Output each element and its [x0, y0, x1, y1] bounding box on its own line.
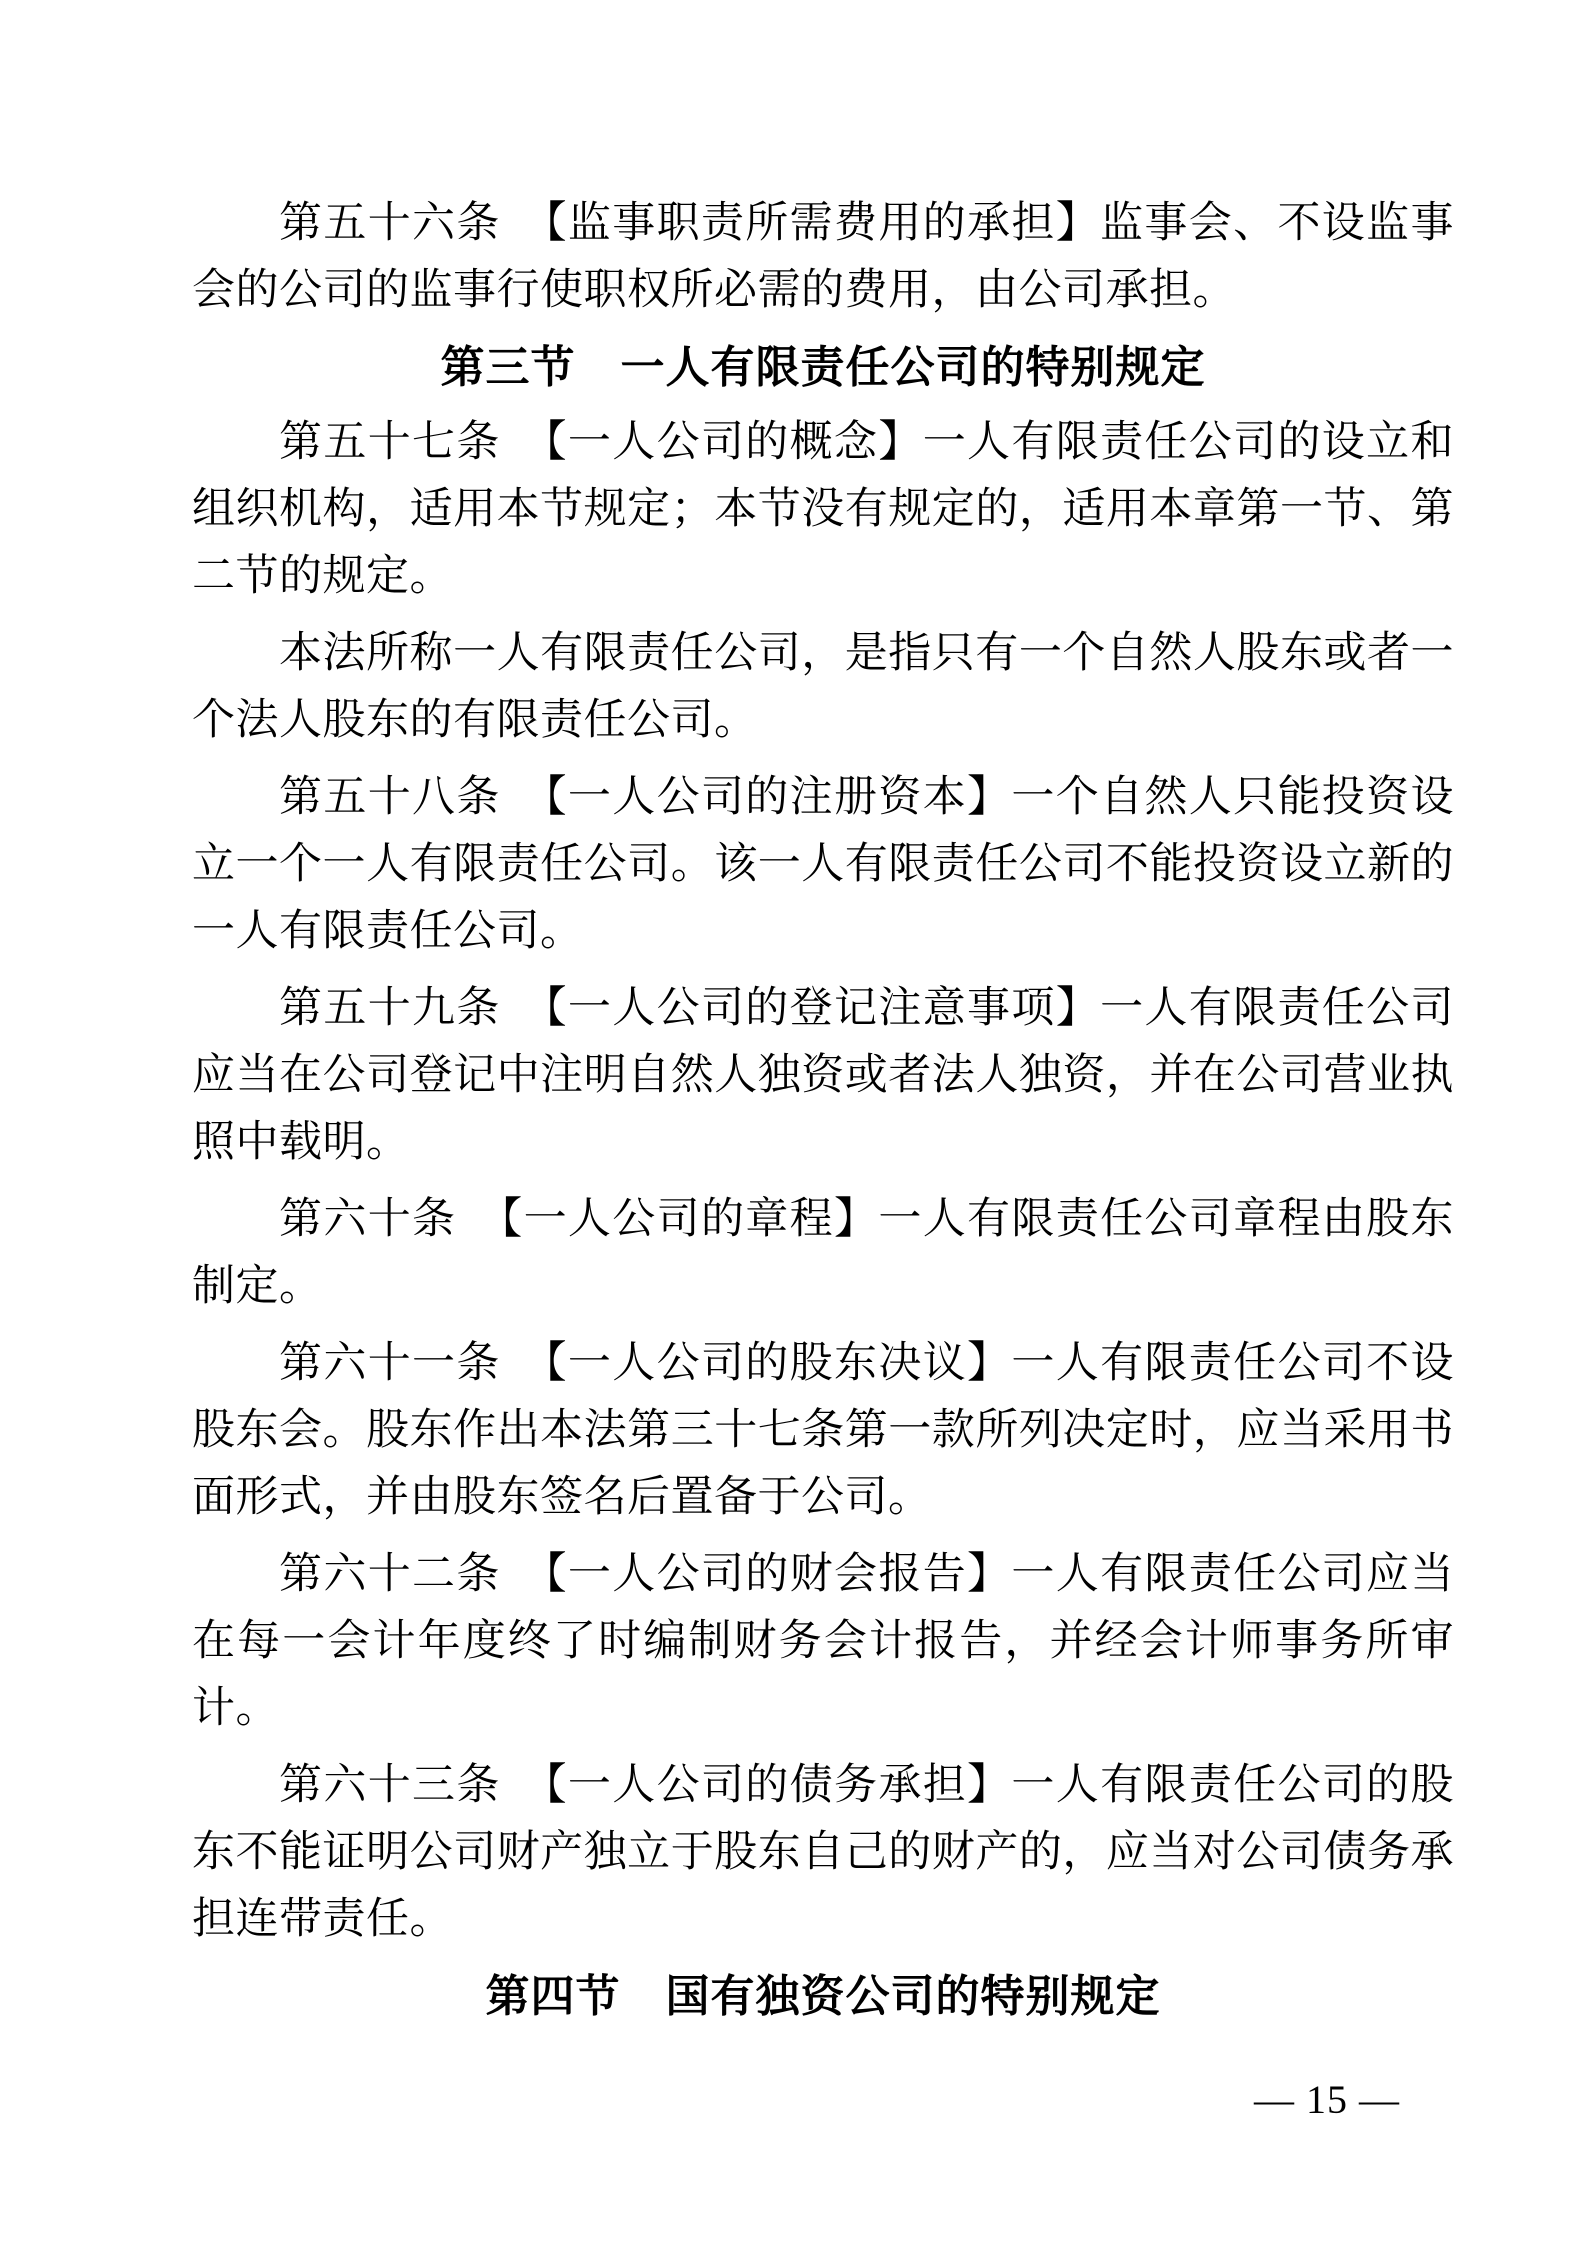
article-62-paragraph: 第六十二条 【一人公司的财会报告】一人有限责任公司应当在每一会计年度终了时编制财务会计报告，并经会计师事务所审计。	[192, 1551, 1454, 1732]
article-58-paragraph: 第五十八条 【一人公司的注册资本】一个自然人只能投资设立一个一人有限责任公司。该一人有限责任公司不能投资设立新的一人有限责任公司。	[192, 774, 1454, 955]
section-3-heading: 第三节 一人有限责任公司的特别规定	[440, 343, 1206, 392]
article-63-paragraph: 第六十三条 【一人公司的债务承担】一人有限责任公司的股东不能证明公司财产独立于股东自己的财产的，应当对公司债务承担连带责任。	[192, 1762, 1454, 1943]
article-57-paragraph: 第五十七条 【一人公司的概念】一人有限责任公司的设立和组织机构，适用本节规定；本节没有规定的，适用本章第一节、第二节的规定。	[192, 419, 1454, 600]
article-57-paragraph-2: 本法所称一人有限责任公司，是指只有一个自然人股东或者一个法人股东的有限责任公司。	[192, 630, 1454, 744]
article-59-paragraph: 第五十九条 【一人公司的登记注意事项】一人有限责任公司应当在公司登记中注明自然人独资或者法人独资，并在公司营业执照中载明。	[192, 985, 1454, 1166]
page-number: — 15 —	[1254, 2077, 1400, 2122]
section-4-heading: 第四节 国有独资公司的特别规定	[485, 1972, 1161, 2021]
document-text-block	[192, 190, 1454, 2038]
article-60-paragraph: 第六十条 【一人公司的章程】一人有限责任公司章程由股东制定。	[192, 1196, 1454, 1310]
article-56-paragraph: 第五十六条 【监事职责所需费用的承担】监事会、不设监事会的公司的监事行使职权所必需的费用，由公司承担。	[192, 200, 1454, 314]
article-61-paragraph: 第六十一条 【一人公司的股东决议】一人有限责任公司不设股东会。股东作出本法第三十七条第一款所列决定时，应当采用书面形式，并由股东签名后置备于公司。	[192, 1340, 1454, 1521]
